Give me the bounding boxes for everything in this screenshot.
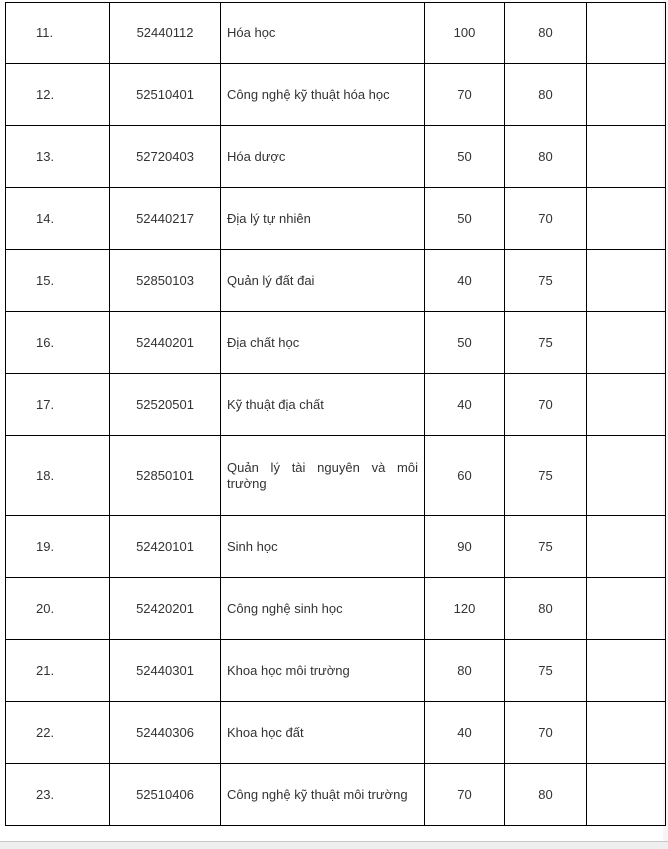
- major-code: 52520501: [110, 374, 221, 436]
- score-value: 80: [505, 126, 587, 188]
- row-number: 14.: [6, 188, 110, 250]
- score-value: 70: [505, 188, 587, 250]
- major-code: 52510406: [110, 764, 221, 826]
- major-name: Địa chất học: [221, 312, 425, 374]
- row-number: 22.: [6, 702, 110, 764]
- row-number: 19.: [6, 516, 110, 578]
- table-row: [6, 374, 666, 436]
- score-value: 80: [505, 64, 587, 126]
- score-value: 75: [505, 436, 587, 516]
- major-name: Hóa dược: [221, 126, 425, 188]
- major-name: Công nghệ sinh học: [221, 578, 425, 640]
- row-number: 13.: [6, 126, 110, 188]
- quota-value: 90: [425, 516, 505, 578]
- major-code: 52420101: [110, 516, 221, 578]
- table-row: [6, 126, 666, 188]
- row-number: 16.: [6, 312, 110, 374]
- note-cell: [587, 188, 666, 250]
- row-number: 23.: [6, 764, 110, 826]
- quota-value: 40: [425, 374, 505, 436]
- quota-value: 70: [425, 64, 505, 126]
- row-number: 21.: [6, 640, 110, 702]
- quota-value: 100: [425, 3, 505, 64]
- table-row: [6, 578, 666, 640]
- major-code: 52510401: [110, 64, 221, 126]
- table-row: [6, 702, 666, 764]
- quota-value: 50: [425, 312, 505, 374]
- note-cell: [587, 374, 666, 436]
- major-name: Quản lý tài nguyên và môi trường: [221, 436, 425, 516]
- note-cell: [587, 250, 666, 312]
- major-name: Khoa học môi trường: [221, 640, 425, 702]
- major-code: 52440201: [110, 312, 221, 374]
- quota-value: 50: [425, 126, 505, 188]
- quota-value: 40: [425, 702, 505, 764]
- note-cell: [587, 764, 666, 826]
- major-name: Công nghệ kỹ thuật môi trường: [221, 764, 425, 826]
- note-cell: [587, 702, 666, 764]
- score-value: 75: [505, 312, 587, 374]
- table-row: [6, 312, 666, 374]
- row-number: 11.: [6, 3, 110, 64]
- note-cell: [587, 126, 666, 188]
- major-code: 52440112: [110, 3, 221, 64]
- major-name: Quản lý đất đai: [221, 250, 425, 312]
- major-code: 52850103: [110, 250, 221, 312]
- major-name: Kỹ thuật địa chất: [221, 374, 425, 436]
- quota-value: 80: [425, 640, 505, 702]
- table-row: [6, 188, 666, 250]
- table-row: [6, 436, 666, 516]
- score-value: 80: [505, 3, 587, 64]
- major-code: 52850101: [110, 436, 221, 516]
- major-code: 52440301: [110, 640, 221, 702]
- major-name: Khoa học đất: [221, 702, 425, 764]
- note-cell: [587, 3, 666, 64]
- major-name: Công nghệ kỹ thuật hóa học: [221, 64, 425, 126]
- note-cell: [587, 436, 666, 516]
- score-value: 75: [505, 516, 587, 578]
- quota-value: 70: [425, 764, 505, 826]
- score-value: 80: [505, 578, 587, 640]
- table-row: [6, 3, 666, 64]
- quota-value: 120: [425, 578, 505, 640]
- row-number: 20.: [6, 578, 110, 640]
- quota-value: 50: [425, 188, 505, 250]
- major-code: 52440306: [110, 702, 221, 764]
- row-number: 15.: [6, 250, 110, 312]
- note-cell: [587, 312, 666, 374]
- table-body: [6, 3, 666, 826]
- note-cell: [587, 516, 666, 578]
- row-number: 17.: [6, 374, 110, 436]
- note-cell: [587, 64, 666, 126]
- quota-value: 60: [425, 436, 505, 516]
- major-name: Hóa học: [221, 3, 425, 64]
- score-value: 75: [505, 640, 587, 702]
- row-number: 18.: [6, 436, 110, 516]
- score-value: 70: [505, 702, 587, 764]
- quota-value: 40: [425, 250, 505, 312]
- major-code: 52720403: [110, 126, 221, 188]
- note-cell: [587, 640, 666, 702]
- major-name: Sinh học: [221, 516, 425, 578]
- admission-table: [5, 2, 666, 826]
- row-number: 12.: [6, 64, 110, 126]
- major-code: 52440217: [110, 188, 221, 250]
- note-cell: [587, 578, 666, 640]
- table-row: [6, 250, 666, 312]
- score-value: 80: [505, 764, 587, 826]
- major-code: 52420201: [110, 578, 221, 640]
- table-row: [6, 640, 666, 702]
- score-value: 70: [505, 374, 587, 436]
- table-row: [6, 64, 666, 126]
- major-name: Địa lý tự nhiên: [221, 188, 425, 250]
- table-row: [6, 764, 666, 826]
- score-value: 75: [505, 250, 587, 312]
- table-row: [6, 516, 666, 578]
